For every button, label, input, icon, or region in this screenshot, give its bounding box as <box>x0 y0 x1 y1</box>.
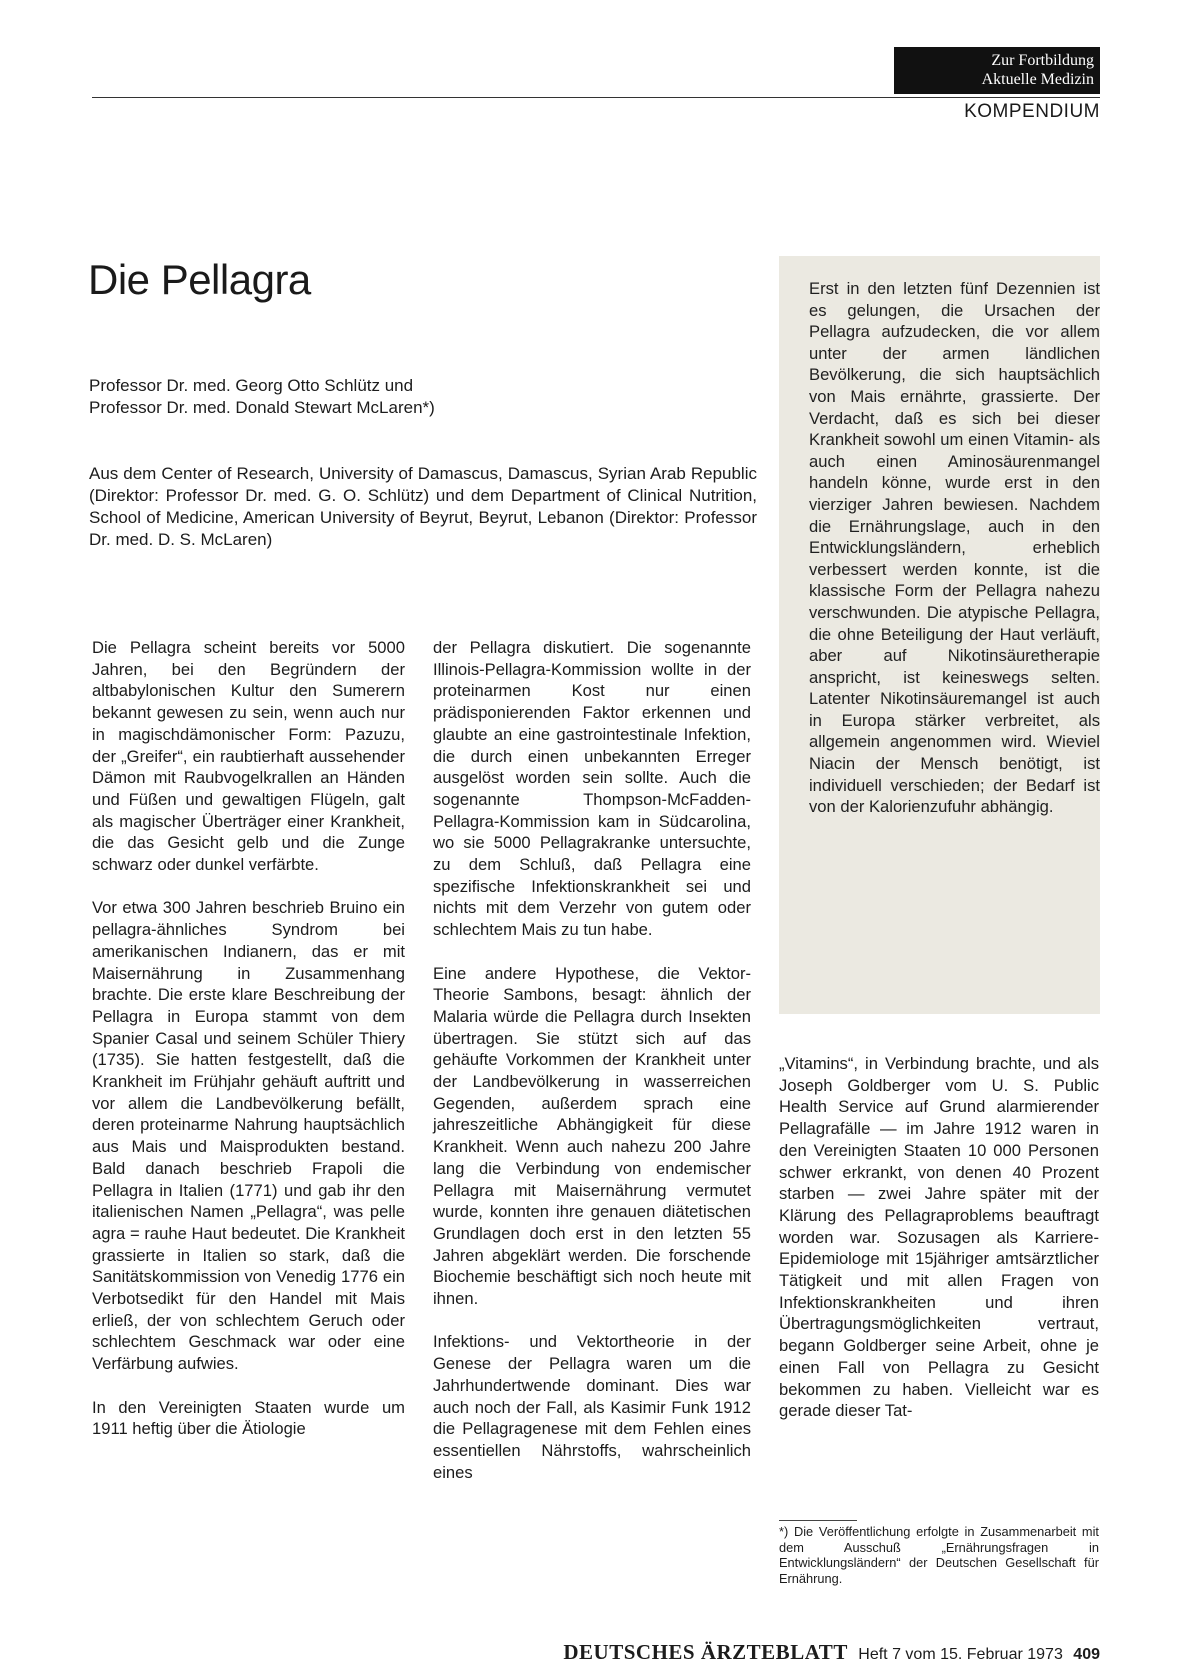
footnote-rule <box>779 1520 857 1521</box>
page-number: 409 <box>1073 1646 1100 1663</box>
author-list <box>89 375 709 419</box>
body-paragraph: In den Vereinigten Staaten wurde um 1911 heftig über die Ätiologie <box>92 1397 405 1439</box>
affiliation: Aus dem Center of Research, University of Damascus, Damascus, Syrian Arab Republic (Direktor: Professor Dr. med. G. O. Schlütz) und dem Department of Clinical Nutrition, School of Medicine, American University of Beyrut, Beyrut, Lebanon (Direktor: Professor Dr. med. D. S. McLaren) <box>89 464 757 549</box>
body-paragraph: „Vitamins“, in Verbindung brachte, und als Joseph Goldberger vom U. S. Public Health Service auf Grund alarmierender Pellagrafälle — im Jahre 1912 waren in den Vereinigten Staaten 10 000 Personen schwer erkrankt, von denen 40 Prozent starben — zwei Jahre später mit der Klärung des Pellagraproblems beauftragt worden war. Sozusagen als Karriere-Epidemiologe mit 15jähriger amtsärztlicher Tätigkeit und mit allen Fragen von Infektionskrankheiten und ihren Übertragungsmöglichkeiten vertraut, begann Goldberger seine Arbeit, ohne je einen Fall von Pellagra zu Gesicht bekommen zu haben. Vielleicht war es gerade dieser Tat- <box>779 1054 1099 1421</box>
journal-name: DEUTSCHES ÄRZTEBLATT <box>563 1640 848 1664</box>
footnote: *) Die Veröffentlichung erfolgte in Zusammenarbeit mit dem Ausschuß „Ernährungsfragen in Entwicklungsländern“ der Deutschen Gesellschaft für Ernährung. <box>779 1524 1099 1586</box>
journal-footer <box>563 1640 1100 1665</box>
body-paragraph: Infektions- und Vektortheorie in der Genese der Pellagra waren um die Jahrhundertwende dominant. Dies war auch noch der Fall, als Kasimir Funk 1912 die Pellagragenese mit dem Fehlen eines essentiellen Nährstoffs, wahrscheinlich eines <box>433 1332 751 1482</box>
issue-info: Heft 7 vom 15. Februar 1973 <box>858 1646 1063 1663</box>
body-paragraph: Eine andere Hypothese, die Vektor-Theorie Sambons, besagt: ähnlich der Malaria würde die Pellagra durch Insekten übertragen. Sie stützt sich auf das gehäufte Vorkommen der Krankheit unter der Landbevölkerung in wasserreichen Gegenden, außerdem sprach eine jahreszeitliche Abhängigkeit für diese Krankheit. Wenn auch nahezu 200 Jahre lang die Verbindung von endemischer Pellagra mit Maisernährung vermutet wurde, konnten ihre genauen diätetischen Grundlagen doch erst in den letzten 55 Jahren abgeklärt werden. Die forschende Biochemie beschäftigt sich noch heute mit ihnen. <box>433 963 751 1309</box>
body-paragraph: Die Pellagra scheint bereits vor 5000 Jahren, bei den Begründern der altbabylonischen Kultur den Sumerern bekannt gewesen zu sein, wenn auch nur in magischdämonischer Form: Pazuzu, der „Greifer“, ein raubtierhaft aussehender Dämon mit Raubvogelkrallen an Händen und Füßen und gewaltigen Flügeln, galt als magischer Überträger einer Krankheit, die das Gesicht gelb und die Zunge schwarz oder dunkel verfärbte. <box>92 638 405 875</box>
author-line: Professor Dr. med. Donald Stewart McLaren*) <box>89 398 435 417</box>
body-column-1 <box>92 637 405 1440</box>
section-badge <box>894 47 1100 94</box>
summary-box <box>779 256 1100 1014</box>
body-paragraph: der Pellagra diskutiert. Die sogenannte Illinois-Pellagra-Kommission wollte in der proteinarmen Kost nur einen prädisponierenden Faktor erkennen und glaubte an eine gastrointestinale Infektion, die durch einen unbekannten Erreger ausgelöst worden sein sollte. Auch die sogenannte Thompson-McFadden-Pellagra-Kommission kam in Südcarolina, wo sie 5000 Pellagrakranke untersuchte, zu dem Schluß, daß Pellagra eine spezifische Infektionskrankheit sei und nichts mit dem Verzehr von gutem oder schlechtem Mais zu tun habe. <box>433 638 751 940</box>
body-column-2 <box>433 637 751 1483</box>
body-column-3 <box>779 1053 1099 1422</box>
body-paragraph: Vor etwa 300 Jahren beschrieb Bruino ein pellagra-ähnliches Syndrom bei amerikanischen Indianern, das er mit Maisernährung in Zusammenhang brachte. Die erste klare Beschreibung der Pellagra in Europa stammt von dem Spanier Casal und seinem Schüler Thiery (1735). Sie hatten festgestellt, daß die Krankheit im Frühjahr gehäuft auftritt und vor allem die Landbevölkerung befällt, deren proteinarme Nahrung hauptsächlich aus Mais und Maisprodukten bestand. Bald danach beschrieb Frapoli die Pellagra in Italien (1771) und gab ihr den italienischen Namen „Pellagra“, was pelle agra = rauhe Haut bedeutet. Die Krankheit grassierte in Italien so stark, daß die Sanitätskommission von Venedig 1776 ein Verbotsedikt für den Handel mit Mais erließ, der von schlechtem Geruch oder schlechtem Geschmack war oder eine Verfärbung aufwies. <box>92 898 405 1374</box>
section-badge-line: Zur Fortbildung <box>991 52 1094 69</box>
section-label: KOMPENDIUM <box>964 101 1100 122</box>
article-title: Die Pellagra <box>88 256 311 303</box>
author-line: Professor Dr. med. Georg Otto Schlütz und <box>89 376 414 395</box>
section-badge-line: Aktuelle Medizin <box>981 71 1094 88</box>
summary-text: Erst in den letzten fünf Dezennien ist es gelungen, die Ursachen der Pellagra aufzudecken, die vor allem unter der armen ländlichen Bevölkerung, die sich hauptsächlich von Mais ernährte, grassierte. Der Verdacht, daß es sich bei dieser Krankheit sowohl um einen Vitamin- als auch einen Aminosäurenmangel handeln könne, wurde erst in den vierziger Jahren bewiesen. Nachdem die Ernährungslage, auch in den Entwicklungsländern, erheblich verbessert werden konnte, ist die klassische Form der Pellagra nahezu verschwunden. Die atypische Pellagra, die ohne Beteiligung der Haut verläuft, aber auf Nikotinsäuretherapie anspricht, ist keineswegs selten. Latenter Nikotinsäuremangel ist auch in Europa stärker verbreitet, als allgemein angenommen wird. Wieviel Niacin der Mensch benötigt, ist individuell verschieden; der Bedarf ist von der Kalorienzufuhr abhängig. <box>809 279 1100 817</box>
header-rule <box>92 97 1100 98</box>
